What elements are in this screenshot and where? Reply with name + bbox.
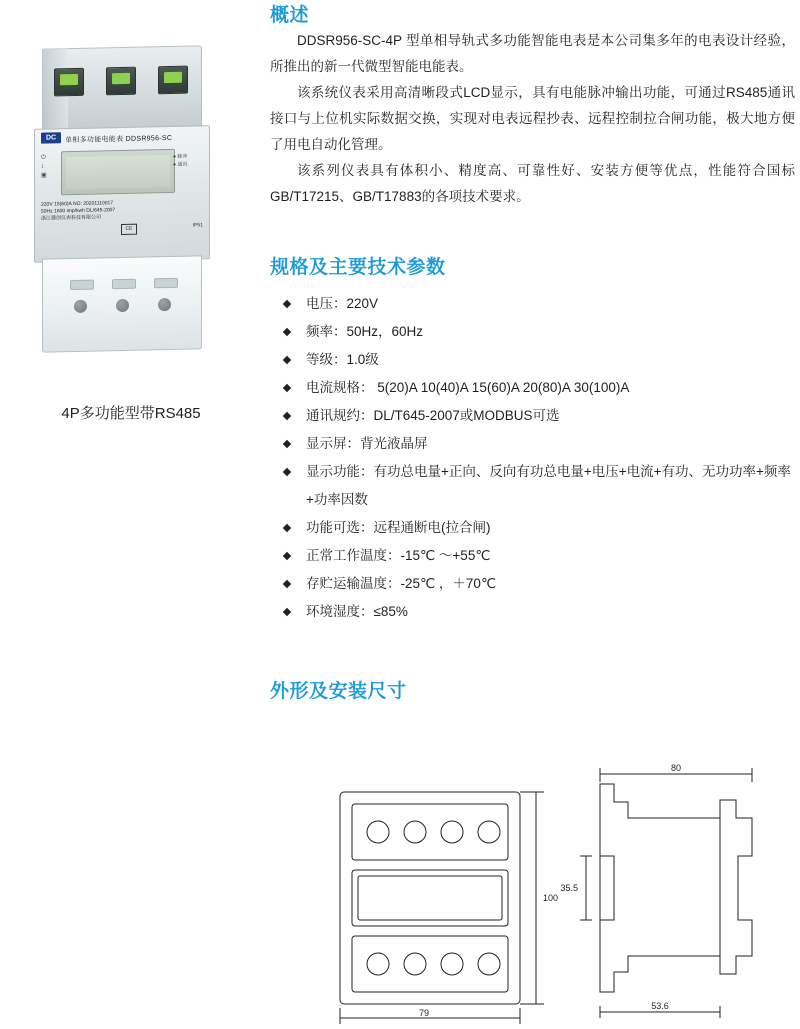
diamond-bullet-icon	[283, 356, 291, 364]
spec-item	[284, 290, 800, 318]
ip-rating-text: IP51	[192, 222, 203, 229]
terminal-block-1	[54, 68, 84, 97]
lcd-display	[61, 149, 175, 195]
spec-item	[284, 598, 800, 626]
product-image-column	[0, 0, 262, 470]
lcd-screen-area	[66, 155, 170, 189]
diamond-bullet-icon	[283, 384, 291, 392]
panel-side-icons	[41, 153, 55, 193]
spec-item-text: 存贮运输温度：-25℃ ，＋70℃	[306, 576, 497, 591]
overview-paragraphs	[270, 28, 795, 210]
spec-item	[284, 346, 800, 374]
product-photo	[20, 35, 238, 380]
spec-item-text: 显示屏：背光液晶屏	[306, 436, 428, 451]
comm-led-label: ● 通讯	[173, 161, 188, 168]
spec-item	[284, 514, 800, 542]
spec-item	[284, 430, 800, 458]
updown-icon: ↕	[41, 163, 44, 170]
front-height-label: 100	[543, 893, 559, 903]
diamond-bullet-icon	[283, 328, 291, 336]
overview-paragraph-3: 该系列仪表具有体积小、精度高、可靠性好、安装方便等优点，性能符合国标GB/T17215、GB/T17883的各项技术要求。	[270, 163, 795, 204]
diamond-bullet-icon	[283, 300, 291, 308]
spec-item	[284, 542, 800, 570]
dimensions-heading: 外形及安装尺寸	[270, 681, 407, 702]
din-clip-3	[154, 278, 178, 289]
spec-item	[284, 318, 800, 346]
brand-logo: DC	[41, 132, 61, 143]
spec-list	[284, 290, 800, 626]
overview-paragraph-2: 该系统仪表采用高清晰段式LCD显示，具有电能脉冲输出功能，可通过RS485通讯接口与上位机实际数据交换，实现对电表远程抄表、远程控制拉合闸功能，极大地方便了用电自动化管理。	[270, 85, 795, 152]
spec-item	[284, 402, 800, 430]
din-clip-2	[112, 279, 136, 290]
dimension-drawing-svg	[300, 760, 800, 1024]
diamond-bullet-icon	[283, 524, 291, 532]
display-icon: ▣	[41, 172, 47, 179]
terminal-block-3	[158, 66, 188, 95]
spec-item-text: 频率：50Hz，60Hz	[306, 324, 424, 339]
nameplate-line-2: 50Hz 1600 imp/kwh DL/645-2007	[41, 207, 116, 215]
side-top-label: 80	[670, 763, 682, 773]
diamond-bullet-icon	[283, 608, 291, 616]
led-indicator-group	[173, 152, 203, 169]
spec-item	[284, 570, 800, 598]
spec-item-text: 电压：220V	[306, 296, 379, 311]
overview-paragraph-1: DDSR956-SC-4P 型单相导轨式多功能智能电表是本公司集多年的电表设计经验，所推出的新一代微型智能电能表。	[270, 33, 795, 74]
meter-front-panel	[34, 125, 210, 263]
diamond-bullet-icon	[283, 552, 291, 560]
diamond-bullet-icon	[283, 412, 291, 420]
meter-model-title: 单相多功能电能表 DDSR956-SC	[65, 134, 173, 145]
spec-item-text: 正常工作温度：-15℃ ～+55℃	[306, 548, 491, 563]
dimension-drawings	[300, 760, 800, 1024]
nameplate-line-3: 浙江德创仪表科技有限公司	[41, 214, 102, 222]
diamond-bullet-icon	[283, 468, 291, 476]
product-caption: 4P多功能型带RS485	[61, 405, 201, 422]
spec-item-text: 通讯规约：DL/T645-2007或MODBUS可选	[306, 408, 560, 423]
spec-item-text: 显示功能：有功总电量+正向、反向有功总电量+电压+电流+有功、无功功率+频率+功率因数	[306, 464, 791, 507]
side-left-label: 35.5	[560, 883, 578, 893]
nameplate-line-1: 220V 15(60)A NO: 20201110017	[41, 200, 114, 208]
specs-heading: 规格及主要技术参数	[270, 257, 446, 278]
front-width-label: 79	[418, 1008, 430, 1018]
ce-mark: CE	[121, 224, 137, 235]
spec-item	[284, 458, 800, 514]
spec-item-text: 电流规格： 5(20)A 10(40)A 15(60)A 20(80)A 30(100)A	[306, 380, 630, 395]
diamond-bullet-icon	[283, 580, 291, 588]
diamond-bullet-icon	[283, 440, 291, 448]
pulse-led-label: ● 脉冲	[173, 153, 188, 160]
overview-heading: 概述	[270, 5, 310, 26]
terminal-block-2	[106, 67, 136, 96]
spec-item-text: 等级：1.0级	[306, 352, 379, 367]
side-bottom-label: 53.6	[651, 1001, 669, 1011]
power-icon: ⏻	[41, 154, 46, 161]
spec-item	[284, 374, 800, 402]
nameplate-spec-text	[41, 198, 203, 222]
spec-item-text: 功能可选：远程通断电(拉合闸)	[306, 520, 491, 535]
din-rail-meter-illustration	[34, 45, 210, 369]
din-clip-1	[70, 280, 94, 291]
spec-item-text: 环境湿度：≤85%	[306, 604, 408, 619]
